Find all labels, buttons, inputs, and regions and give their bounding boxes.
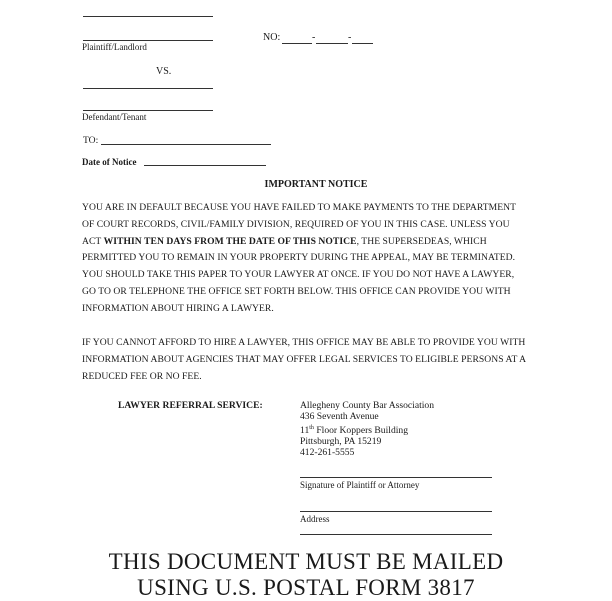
notice-emphasis: WITHIN TEN DAYS FROM THE DATE OF THIS NOTICE <box>103 235 357 247</box>
referral-address <box>300 400 434 459</box>
caption-blank-line-mid[interactable] <box>83 88 213 89</box>
notice-p1-line <box>82 217 516 234</box>
referral-floor <box>300 423 434 436</box>
signature-line[interactable] <box>300 477 492 478</box>
referral-street: 436 Seventh Avenue <box>300 411 379 423</box>
notice-paragraph-2 <box>82 335 526 385</box>
notice-p1-line <box>82 250 516 267</box>
notice-p1-line <box>82 200 516 217</box>
date-of-notice-field[interactable] <box>144 165 266 166</box>
referral-floor-sup: th <box>309 424 314 431</box>
notice-p1-line <box>82 284 516 301</box>
docket-field-1[interactable] <box>282 43 312 44</box>
mailing-notice-line-2: USING U.S. POSTAL FORM 3817 <box>137 575 475 600</box>
notice-p1-line <box>82 301 516 318</box>
address-label: Address <box>300 514 330 524</box>
address-line-2[interactable] <box>300 534 492 535</box>
date-of-notice-label: Date of Notice <box>82 157 137 167</box>
notice-p2-line: IF YOU CANNOT AFFORD TO HIRE A LAWYER, THIS OFFICE MAY BE ABLE TO PROVIDE YOU WITH <box>82 337 526 348</box>
docket-field-2[interactable] <box>316 43 348 44</box>
docket-sep-1: - <box>312 32 316 43</box>
referral-org: Allegheny County Bar Association <box>300 400 435 411</box>
plaintiff-name-line[interactable] <box>83 40 213 41</box>
notice-text: , THE SUPERSEDEAS, WHICH <box>356 235 487 247</box>
docket-number <box>263 32 280 43</box>
docket-no-label: NO: <box>263 32 281 43</box>
caption-blank-line-top[interactable] <box>83 16 213 17</box>
signature-label: Signature of Plaintiff or Attorney <box>300 480 420 490</box>
notice-title: IMPORTANT NOTICE <box>264 179 368 190</box>
plaintiff-label: Plaintiff/Landlord <box>82 42 147 52</box>
docket-field-3[interactable] <box>352 43 373 44</box>
referral-floor-rest: Floor Koppers Building <box>313 424 408 436</box>
defendant-name-line[interactable] <box>83 110 213 111</box>
notice-text: GO TO OR TELEPHONE THE OFFICE SET FORTH BELOW. THIS OFFICE CAN PROVIDE YOU WITH <box>82 285 511 297</box>
mailing-notice-line-1: THIS DOCUMENT MUST BE MAILED <box>108 549 504 574</box>
referral-phone: 412-261-5555 <box>300 447 355 459</box>
notice-text: YOU ARE IN DEFAULT BECAUSE YOU HAVE FAILED TO MAKE PAYMENTS TO THE DEPARTMENT <box>82 202 517 213</box>
notice-p2-line: REDUCED FEE OR NO FEE. <box>82 370 202 382</box>
notice-text: INFORMATION ABOUT HIRING A LAWYER. <box>82 302 274 314</box>
notice-p2-line: INFORMATION ABOUT AGENCIES THAT MAY OFFER LEGAL SERVICES TO ELIGIBLE PERSONS AT A <box>82 353 527 365</box>
notice-paragraph-1 <box>82 200 516 318</box>
notice-p1-line <box>82 267 516 284</box>
defendant-label: Defendant/Tenant <box>82 112 147 122</box>
to-field[interactable] <box>101 144 271 145</box>
notice-text: PERMITTED YOU TO REMAIN IN YOUR PROPERTY DURING THE APPEAL, MAY BE TERMINATED. <box>82 252 516 264</box>
notice-text: YOU SHOULD TAKE THIS PAPER TO YOUR LAWYER AT ONCE. IF YOU DO NOT HAVE A LAWYER, <box>82 269 515 281</box>
docket-sep-2: - <box>348 32 352 43</box>
notice-text: ACT <box>82 235 104 247</box>
referral-label: LAWYER REFERRAL SERVICE: <box>118 400 263 411</box>
referral-floor-num: 11 <box>300 424 310 436</box>
notice-p1-line <box>82 234 516 251</box>
versus-label: VS. <box>156 66 172 77</box>
referral-city: Pittsburgh, PA 15219 <box>300 436 382 448</box>
to-label: TO: <box>83 135 99 146</box>
address-line-1[interactable] <box>300 511 492 512</box>
notice-text: OF COURT RECORDS, CIVIL/FAMILY DIVISION, REQUIRED OF YOU IN THIS CASE. UNLESS YOU <box>82 218 510 230</box>
